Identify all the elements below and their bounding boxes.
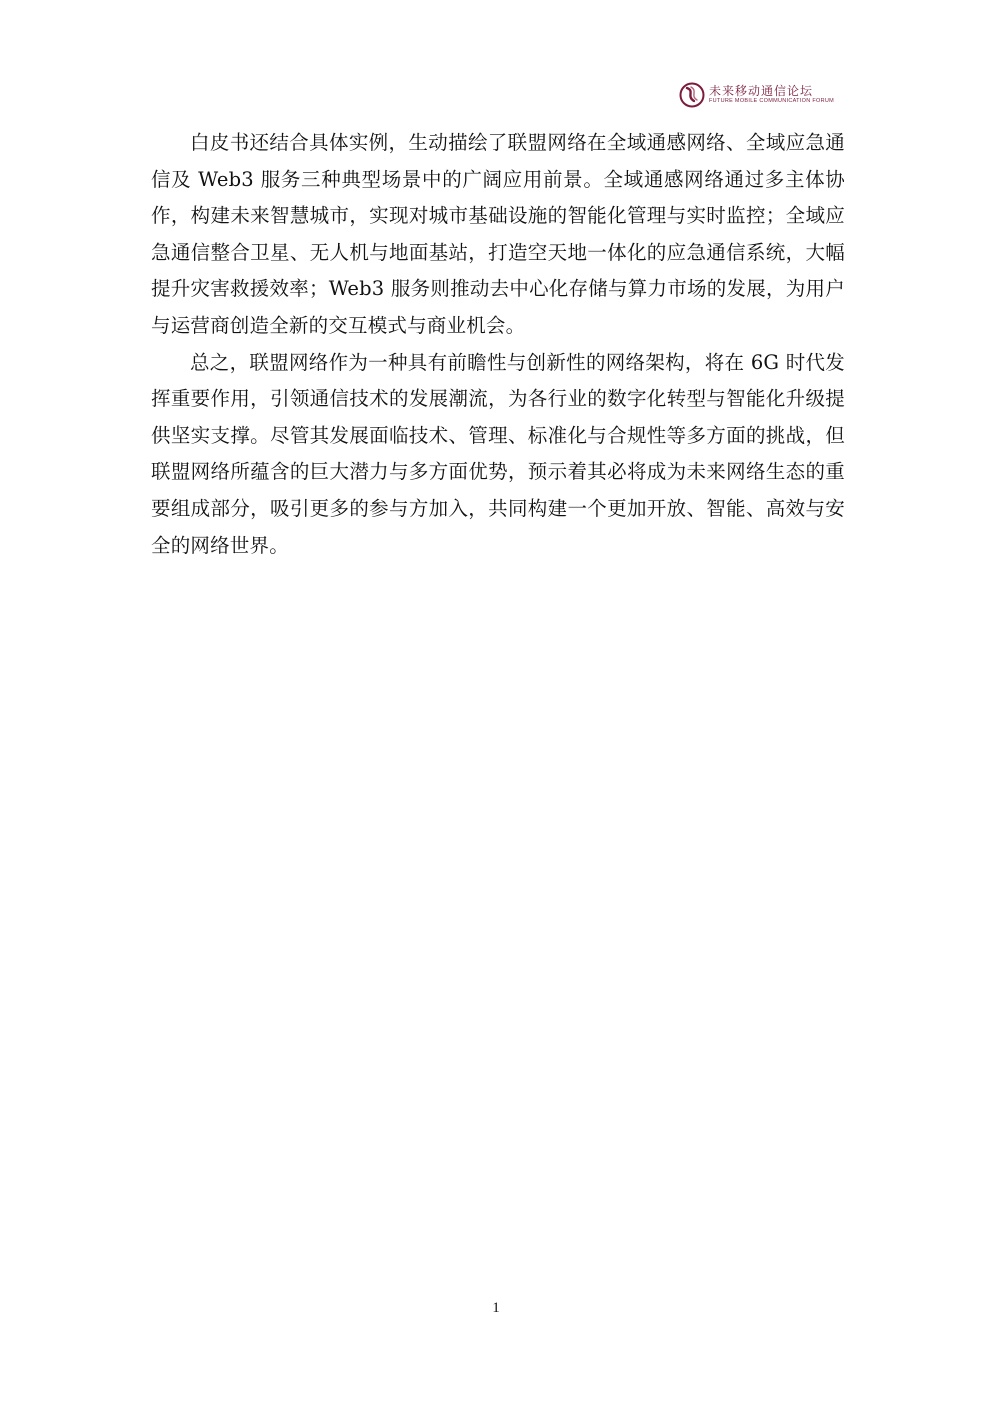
logo-text-cn: 未来移动通信论坛 xyxy=(709,84,814,99)
forum-logo-icon xyxy=(679,82,705,108)
paragraph-conclusion: 总之，联盟网络作为一种具有前瞻性与创新性的网络架构，将在 6G 时代发挥重要作用，引领通信技术的发展潮流，为各行业的数字化转型与智能化升级提供坚实支撑。尽管其发展面临技术、管理、标准化与合规性等多方面的挑战，但联盟网络所蕴含的巨大潜力与多方面优势，预示着其必将成为未来网络生态的重要组成部分，吸引更多的参与方加入，共同构建一个更加开放、智能、高效与安全的网络世界。 xyxy=(151,350,845,557)
page-number: 1 xyxy=(492,1300,500,1316)
document-body xyxy=(151,125,845,564)
logo-text-en: FUTURE MOBILE COMMUNICATION FORUM xyxy=(709,98,834,105)
logo-text xyxy=(709,85,834,105)
paragraph-application-scenarios: 白皮书还结合具体实例，生动描绘了联盟网络在全域通感网络、全域应急通信及 Web3 服务三种典型场景中的广阔应用前景。全域通感网络通过多主体协作，构建未来智慧城市，实现对城市基础设施的智能化管理与实时监控；全域应急通信整合卫星、无人机与地面基站，打造空天地一体化的应急通信系统，大幅提升灾害救援效率；Web3 服务则推动去中心化存储与算力市场的发展，为用户与运营商创造全新的交互模式与商业机会。 xyxy=(151,131,845,337)
header-logo xyxy=(679,80,834,110)
